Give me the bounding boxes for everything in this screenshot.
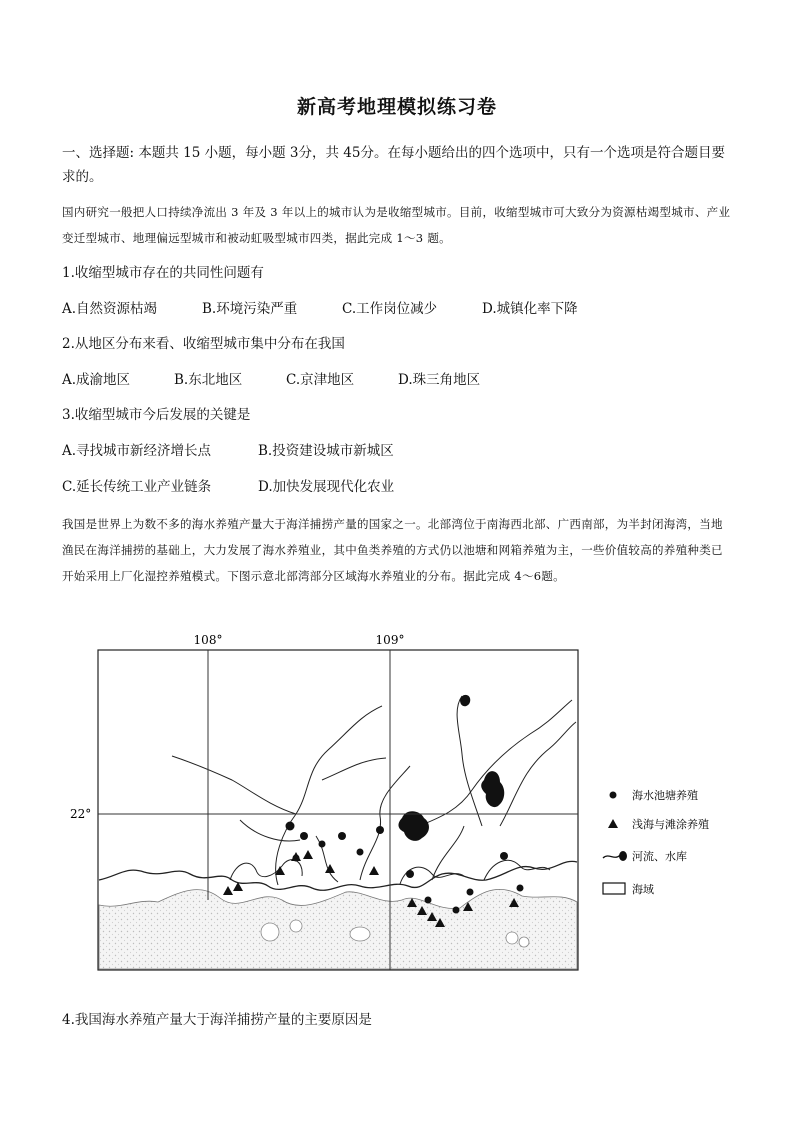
legend-river-label: 河流、水库 (632, 850, 687, 863)
option-d[interactable]: D.珠三角地区 (398, 372, 481, 388)
question-2-options (62, 368, 734, 392)
longitude-label-108: 108° (193, 633, 223, 647)
passage-1: 国内研究一般把人口持续净流出 3 年及 3 年以上的城市认为是收缩型城市。目前，收缩型城市可大致分为资源枯竭型城市、产业变迁型城市、地理偏远型城市和被动虹吸型城市四类，据此完成 1～3 题。 (62, 205, 731, 245)
section-heading: 一、选择题: 本题共 15 小题，每小题 3分，共 45分。在每小题给出的四个选项中，只有一个选项是符合题目要求的。 (62, 145, 725, 185)
legend-sea-symbol (603, 883, 625, 894)
option-a[interactable]: A.成渝地区 (62, 372, 131, 388)
option-d[interactable]: D.城镇化率下降 (482, 301, 578, 317)
exam-title: 新高考地理模拟练习卷 (296, 96, 497, 118)
map-legend (603, 788, 709, 896)
option-c[interactable]: C.延长传统工业产业链条 (62, 479, 212, 495)
question-3-stem: 3.收缩型城市今后发展的关键是 (62, 407, 251, 423)
question-1-stem: 1.收缩型城市存在的共同性问题有 (62, 265, 264, 281)
latitude-label-22: 22° (70, 807, 92, 821)
option-b[interactable]: B.环境污染严重 (202, 301, 298, 317)
sea-area (99, 889, 577, 969)
option-d[interactable]: D.加快发展现代化农业 (258, 479, 395, 495)
passage-2: 我国是世界上为数不多的海水养殖产量大于海洋捕捞产量的国家之一。北部湾位于南海西北部、广西南部，为半封闭海湾，当地渔民在海洋捕捞的基础上，大力发展了海水养殖业，其中鱼类养殖的方式仍以池塘和网箱养殖为主，一些价值较高的养殖种类已开始采用上厂化湿控养殖模式。下图示意北部湾部分区域海水养殖业的分布。据此完成 4～6题。 (62, 517, 723, 583)
legend-river-symbol (619, 851, 627, 861)
legend-sea-label: 海域 (632, 883, 654, 896)
legend-pond-label: 海水池塘养殖 (632, 789, 698, 802)
option-b[interactable]: B.投资建设城市新城区 (258, 443, 394, 459)
legend-shallow-label: 浅海与滩涂养殖 (632, 818, 709, 831)
legend-shallow-symbol (608, 819, 618, 828)
question-3-options-row1 (62, 439, 734, 463)
legend-pond-symbol (610, 792, 617, 799)
question-2-stem: 2.从地区分布来看、收缩型城市集中分布在我国 (62, 336, 345, 352)
option-a[interactable]: A.寻找城市新经济增长点 (62, 443, 212, 459)
question-3-options-row2 (62, 475, 734, 499)
longitude-label-109: 109° (375, 633, 405, 647)
option-c[interactable]: C.工作岗位减少 (342, 301, 438, 317)
question-1-options (62, 297, 734, 321)
beibu-gulf-aquaculture-map (60, 630, 709, 980)
question-4-stem: 4.我国海水养殖产量大于海洋捕捞产量的主要原因是 (62, 1012, 372, 1028)
option-b[interactable]: B.东北地区 (174, 372, 243, 388)
option-a[interactable]: A.自然资源枯竭 (62, 301, 158, 317)
option-c[interactable]: C.京津地区 (286, 372, 355, 388)
